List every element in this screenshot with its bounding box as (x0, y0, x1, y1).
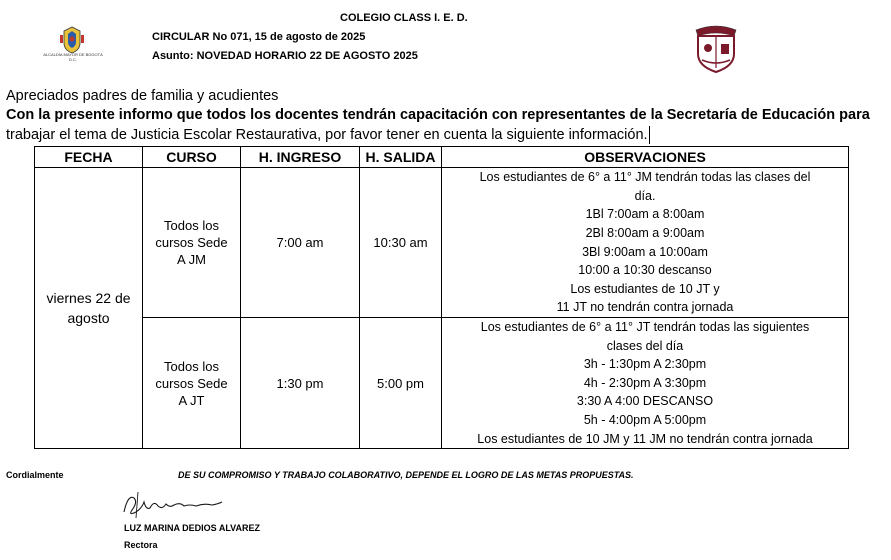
greeting: Apreciados padres de familia y acudientes (6, 88, 279, 104)
obs-line: 3Bl 9:00am a 10:00am (582, 244, 708, 259)
observations-cell (442, 168, 849, 318)
header-observaciones: OBSERVACIONES (442, 147, 849, 168)
schedule-table (34, 146, 849, 449)
exit-time: 10:30 am (360, 168, 442, 318)
header-salida: H. SALIDA (360, 147, 442, 168)
obs-line: Los estudiantes de 6° a 11° JM tendrán todas las clases del (479, 170, 811, 185)
circular-subject: Asunto: NOVEDAD HORARIO 22 DE AGOSTO 2025 (152, 50, 418, 62)
date-text: viernes 22 de agosto (46, 290, 131, 327)
entry-time: 1:30 pm (241, 318, 360, 449)
intro-line-1: Con la presente informo que todos los docentes tendrán capacitación con representantes de la Secretaría de Educación para (6, 107, 870, 123)
left-logo-caption: ALCALDÍA MAYOR DE BOGOTÁ D.C. (43, 52, 103, 62)
table-row (35, 168, 849, 318)
obs-line: clases del día (606, 338, 684, 353)
school-name: COLEGIO CLASS I. E. D. (340, 12, 468, 24)
intro-line-2: trabajar el tema de Justicia Escolar Restaurativa, por favor tener en cuenta la siguiente información. (6, 127, 648, 143)
obs-line: 10:00 a 10:30 descanso (578, 263, 712, 278)
date-cell (35, 168, 143, 449)
header-fecha: FECHA (35, 147, 143, 168)
obs-line: 3h - 1:30pm A 2:30pm (583, 357, 707, 372)
header-curso: CURSO (143, 147, 241, 168)
course-cell (143, 168, 241, 318)
circular-number: CIRCULAR No 071, 15 de agosto de 2025 (152, 31, 366, 43)
obs-line: Los estudiantes de 6° a 11° JT tendrán todas las siguientes (480, 320, 810, 334)
signature-icon (118, 488, 228, 524)
table-row (35, 318, 849, 449)
signer-title: Rectora (124, 540, 158, 550)
obs-line: 4h - 2:30pm A 3:30pm (583, 375, 707, 390)
motto-text: DE SU COMPROMISO Y TRABAJO COLABORATIVO, DEPENDE EL LOGRO DE LAS METAS PROPUESTAS. (178, 470, 634, 480)
obs-line: Los estudiantes de 10 JM y 11 JM no tendrán contra jornada (477, 431, 813, 446)
observations-cell (442, 318, 849, 449)
exit-time: 5:00 pm (360, 318, 442, 449)
signer-name: LUZ MARINA DEDIOS ALVAREZ (124, 523, 260, 533)
header-ingreso: H. INGRESO (241, 147, 360, 168)
table-header-row (35, 147, 849, 168)
obs-line: 2Bl 8:00am a 9:00am (585, 225, 705, 240)
course-text: Todos los cursos Sede A JT (155, 358, 228, 408)
entry-time: 7:00 am (241, 168, 360, 318)
course-text: Todos los cursos Sede A JM (155, 218, 228, 267)
obs-line: 11 JT no tendrán contra jornada (556, 300, 734, 315)
obs-line: Los estudiantes de 10 JT y (570, 281, 720, 296)
course-cell (143, 318, 241, 449)
school-shield-icon (688, 22, 744, 74)
obs-line: 1Bl 7:00am a 8:00am (585, 207, 705, 222)
closing-text: Cordialmente (6, 470, 64, 480)
obs-line: 5h - 4:00pm A 5:00pm (583, 412, 707, 427)
obs-line: 3:30 A 4:00 DESCANSO (576, 394, 714, 409)
obs-line: día. (634, 188, 656, 203)
